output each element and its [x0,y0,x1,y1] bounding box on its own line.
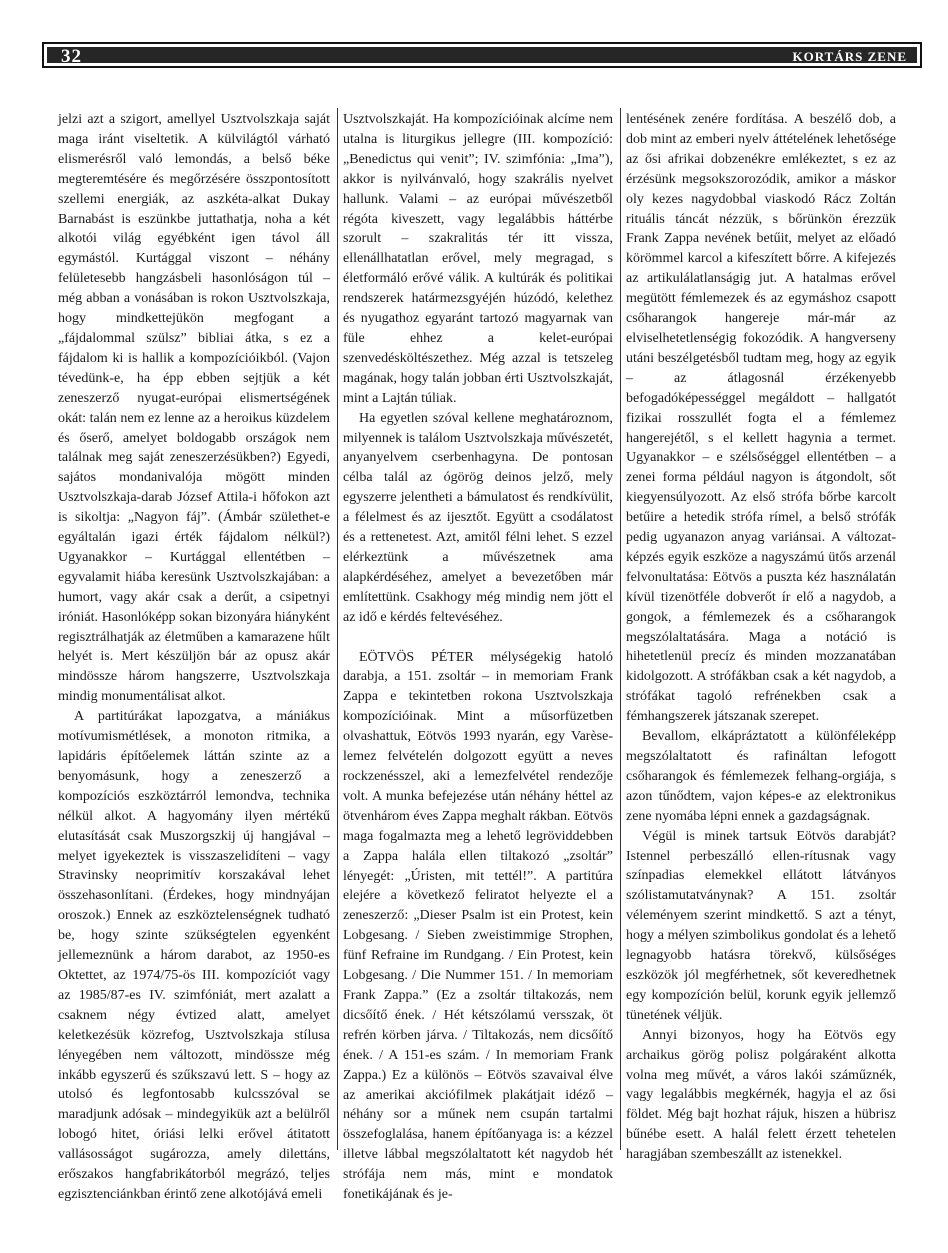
paragraph: Usztvolszkaját. Ha kompozícióinak alcíme nem utalna is liturgikus jellegre (III. kompozíció: „Benedictus qui venit”; IV. szimfónia: „Ima”), akkor is nyilvánvaló, hogy szakrális nyelvet hallunk. Valami – az európai művészetből régóta kiveszett, vagy legalábbis háttérbe szorult – szakralitás tér itt vissza, ellenállhatatlan erővel, mely megragad, s életformáló erővé válik. A kultúrák és politikai rendszerek határmezsgyéjén húzódó, kelethez és nyugathoz egyaránt tartozó magyarnak van füle ehhez a kelet-európai szenvedésköltészethez. Még azzal is tetszeleg magának, hogy talán jobban érti Usztvolszkaját, mint a Lajtán túliak. [343,112,613,406]
column-divider [620,108,621,1150]
header-band [47,46,917,67]
paragraph: jelzi azt a szigort, amellyel Usztvolszkaja saját maga iránt viseltetik. A külvilágtól várható elismerésről való lemondás, a belső béke megteremtésére és megőrzésére összpontosított szellemi energiák, az aszkéta-alkat Dukay Barnabást is eszünkbe juttathatja, noha a két alkotói világ egyébként igen távol áll egymástól. Kurtággal viszont – néhány felületesebb hangzásbeli hasonlóságon túl – még abban a vonásában is rokon Usztvolszkaja, hogy mindkettejükön megfogant a „fájdalommal szülsz” bibliai átka, s ez a fájdalom ki is hallik a kompozícióikból. (Vajon tévedünk-e, ha épp ebben sejtjük a két zeneszerző nyugat-európai elismertségének okát: talán nem ez lenne az a heroikus küzdelem és őserő, amelyet boldogabb országok nem találnak meg saját zeneszerzésükben?) Egyedi, sajátos mondanivalója mögött minden Usztvolszkaja-darab József Attila-i hőfokon azt is sikoltja: „Nagyon fáj”. (Ámbár születhet-e egyáltalán igazi érték fájdalom nélkül?) Ugyanakkor – Kurtággal ellentétben – egyvalamit hiába keresünk Usztvolszkajában: a humort, vagy akár csak a derűt, a csipetnyi iróniát. Hasonlóképp sokan bizonyára hiányként regisztrálhatják az életműben a kamarazene hűlt helyét is. Mert készüljön bár az opusz akár mindössze három hangszerre, Usztvolszkaja mindig monumentálisat alkot. [58,112,330,705]
page-number: 32 [61,46,82,67]
paragraph: lentésének zenére fordítása. A beszélő dob, a dob mint az emberi nyelv áttételének lehetősége az ősi afrikai dobzenékre emlékeztet, s ez az érzésünk megsokszorozódik, amikor a máskor oly kezes nagydobbal viaskodó Rácz Zoltán rituális táncát nézzük, s bőrünkön érezzük Frank Zappa nevének betűit, melyet az előadó körömmel karcol a kifeszített bőrre. A kifejezés az artikulálatlanságig jut. A hatalmas erővel megütött fémlemezek és az egymáshoz csapott csőharangok hangereje már-már az elviselhetetlenségig fokozódik. A hangverseny utáni beszélgetésből tudtam meg, hogy az egyik – az átlagosnál érzékenyebb befogadóképességgel megáldott – hallgatót fizikai rosszullét fogta el a fémlemez hangerejétől, s el kellett hagynia a termet. Ugyanakkor – e szélsőséggel ellentétben – a zenei forma például nagyon is átgondolt, sőt kiegyensúlyozott. Az első strófa bőrbe karcolt betűire a hetedik strófa rímel, a belső strófák pedig ugyanazon anyag variánsai. A változat-képzés egyik eszköze a nagyszámú ütős arzenál felvonultatása: Eötvös a puszta kéz használatán kívül tizenötféle dobverőt ír elő a nagydob, a gongok, a fémlemezek és a csőharangok megszólaltatására. Maga a notáció is hihetetlenül precíz és minden mozzanatában kidolgozott. A strófákban csak a két nagydob, a strófákat tagoló refrénekben csak a fémhangszerek játszanak szerepet. [626,112,896,725]
column-divider [337,108,338,1150]
paragraph: Ha egyetlen szóval kellene meghatároznom, milyennek is találom Usztvolszkaja művészetét, anyanyelvem cserbenhagyna. De pontosan célba talál az ógörög deinos jelző, mely egyszerre jelentheti a bámulatost és rendkívülit, a félelmest és az ijesztőt. Együtt a csodálatost és a rettenetest. Azt, amitől félni lehet. S ezzel elérkeztünk a művészetnek ama alapkérdéséhez, amelyet a bevezetőben már említettünk. Csakhogy még mindig nem jött el az idő e kérdés feltevéséhez. [343,410,613,625]
text-column-1 [58,110,330,1205]
page-header-bar [42,42,922,68]
text-column-2 [343,110,613,1205]
paragraph: EÖTVÖS PÉTER mélységekig hatoló darabja, a 151. zsoltár – in memoriam Frank Zappa e tekintetben rokona Usztvolszkaja kompozícióinak. Mint a műsorfüzetben olvashattuk, Eötvös 1993 nyarán, egy Varèse-lemez felvételén dolgozott együtt a neves rockzenésszel, aki a lemezfelvétel rendezője volt. A munka befejezése után néhány héttel az ötvenhárom éves Zappa meghalt rákban. Eötvös maga fogalmazta meg a lehető legröviddebben a Zappa halála ellen tiltakozó „zsoltár” lényegét: „Úristen, mit tettél!”. A partitúra elejére a következő feliratot helyezte el a zeneszerző: „Dieser Psalm ist ein Protest, kein Lobgesang. / Sieben zweistimmige Strophen, fünf Refraine im Rundgang. / Ein Protest, kein Lobgesang. / Die Nummer 151. / In memoriam Frank Zappa.” (Ez a zsoltár tiltakozás, nem dicsőítő ének. / Hét kétszólamú versszak, öt refrén körben járva. / Tiltakozás, nem dicsőítő ének. / A 151-es szám. / In memoriam Frank Zappa.) Ez a különös – Eötvös szavaival élve az amerikai akciófilmek plakátjait idéző – néhány sor a műnek nem csupán tartalmi összefoglalása, hanem építőanyaga is: a kézzel illetve lábbal megszólaltatott két nagydob hét strófája nem más, mint e mondatok fonetikájának és je- [343,649,613,1203]
paragraph: Annyi bizonyos, hogy ha Eötvös egy archaikus görög polisz polgáraként alkotta volna meg művét, a város lakói száműznék, vagy legalábbis megkérnék, hagyja el az ősi földet. Még bajt hozhat rájuk, hiszen a hübrisz bűnébe esett. A halál felett érzett tehetelen haragjában szembeszállt az istenekkel. [626,1027,896,1163]
paragraph: Végül is minek tartsuk Eötvös darabját? Istennel perbeszálló ellen-rítusnak vagy színpadias elemekkel ellátott látványos szólistamutatványnak? A 151. zsoltár véleményem szerint mindkettő. S azt a tényt, hogy a mélyen szimbolikus gondolat és a lehető legnagyobb hatásra törekvő, külsőséges eszközök jól megférhetnek, sőt keveredhetnek egy kompozíción belül, korunk egyik jellemző tünetének véljük. [626,828,896,1023]
text-column-3 [626,110,896,1165]
paragraph: Bevallom, elkápráztatott a különféleképp megszólaltatott és rafináltan lefogott csőharangok és fémlemezek felhang-orgiája, s azon tűnődtem, vajon képes-e az elektronikus zene nyomába lépni ennek a gazdagságnak. [626,729,896,824]
paragraph: A partitúrákat lapozgatva, a mániákus motívumismétlések, a monoton ritmika, a lapidáris építőelemek láttán szinte az a benyomásunk, hogy a zeneszerző a kompozíciós eszköztárról lemondva, technika nélkül alkot. A hagyomány ilyen mértékű elutasítását csak Muszorgszkij új hangjával – melyet igyekeztek is visszaszelidíteni – vagy Stravinsky neoprimitív korszakával lehet összehasonlítani. (Érdekes, hogy mindnyájan oroszok.) Ennek az eszköztelenségnek tudható be, hogy szinte szükségtelen egyenként jellemeznünk a három darabot, az 1950-es Oktettet, az 1974/75-ös III. kompozíciót vagy az 1985/87-es IV. szimfóniát, mert azalatt a csaknem négy évtized alatt, amelyet keletkezésük közrefog, Usztvolszkaja stílusa lényegében nem változott, mindössze még inkább egyszerű és szűkszavú lett. S – hogy az utolsó és legfontosabb kulcsszóval se maradjunk adósak – mindegyikük azt a belülről lobogó hitet, óriási lelki erővel átitatott vallásosságot sugározza, amely dilettáns, erőszakos hangfabrikátorból megrázó, teljes egzisztenciánkban érintő zene alkotójává emeli [58,709,330,1202]
section-title: KORTÁRS ZENE [792,49,907,64]
